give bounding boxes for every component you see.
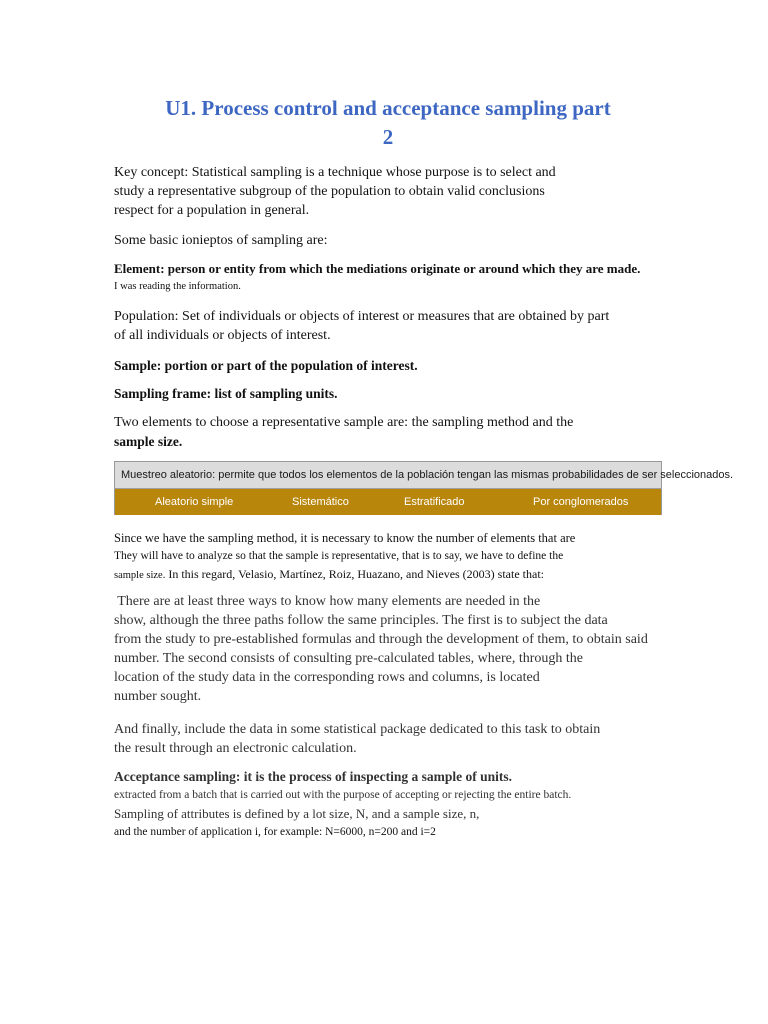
text-line: Since we have the sampling method, it is necessary to know the number of elements that are	[114, 531, 576, 545]
option-stratified: Estratificado	[404, 496, 465, 508]
text-line: and the number of application i, for example: N=6000, n=200 and i=2	[114, 826, 436, 838]
option-systematic: Sistemático	[292, 496, 349, 508]
option-simple-random: Aleatorio simple	[155, 496, 234, 508]
text-line: the result through an electronic calculation.	[114, 741, 357, 756]
text-line: Acceptance sampling: it is the process of inspecting a sample of units.	[114, 769, 512, 784]
text-line: Key concept: Statistical sampling is a technique whose purpose is to select and	[114, 165, 556, 180]
element-definition	[114, 259, 714, 295]
sample-definition	[114, 356, 714, 375]
text-line: number. The second consists of consulting pre-calculated tables, where, through the	[114, 651, 583, 666]
text-line: They will have to analyze so that the sample is representative, that is to say, we have to define the	[114, 550, 564, 562]
text-line: Some basic ionieptos of sampling are:	[114, 233, 328, 248]
text-fragment: In this regard, Velasio, Martínez, Roiz, Huazano, and Nieves (2003) state that:	[165, 567, 544, 581]
key-concept-paragraph	[114, 163, 714, 220]
text-line: respect for a population in general.	[114, 203, 310, 218]
text-line: Sampling of attributes is defined by a lot size, N, and a sample size, n,	[114, 806, 480, 821]
quote-paragraph	[114, 592, 714, 706]
basic-concepts-paragraph	[114, 231, 714, 250]
sampling-frame-definition	[114, 384, 714, 403]
text-line: Two elements to choose a representative sample are: the sampling method and the	[114, 415, 574, 430]
since-paragraph	[114, 530, 714, 585]
text-line: And finally, include the data in some statistical package dedicated to this task to obtain	[114, 722, 601, 737]
text-line: from the study to pre-established formulas and through the development of them, to obtain said	[114, 632, 648, 647]
text-line: sample size.	[114, 434, 183, 449]
text-line: of all individuals or objects of interest.	[114, 328, 331, 343]
text-line: extracted from a batch that is carried out with the purpose of accepting or rejecting the entire batch.	[114, 789, 572, 801]
banner-description: Muestreo aleatorio: permite que todos los elementos de la población tengan las mismas probabilidades de ser seleccionados.	[115, 462, 661, 489]
text-line: There are at least three ways to know how many elements are needed in the	[114, 594, 541, 609]
text-line: Population: Set of individuals or objects of interest or measures that are obtained by part	[114, 309, 610, 324]
population-definition	[114, 307, 714, 345]
option-cluster: Por conglomerados	[533, 496, 629, 508]
text-line: Sampling frame: list of sampling units.	[114, 386, 338, 401]
sample-size-term: sample size.	[114, 570, 166, 581]
page-title	[100, 94, 676, 152]
text-line: Element: person or entity from which the mediations originate or around which they are made.	[114, 261, 641, 276]
banner-options-bar	[115, 489, 661, 515]
finally-paragraph	[114, 720, 714, 758]
title-line-2: 2	[382, 125, 394, 149]
text-line: number sought.	[114, 689, 202, 704]
acceptance-sampling-paragraph	[114, 767, 714, 841]
title-line-1: U1. Process control and acceptance sampling part	[165, 96, 611, 120]
text-line: Sample: portion or part of the population of interest.	[114, 358, 418, 373]
text-line	[114, 565, 714, 585]
two-elements-paragraph	[114, 413, 714, 451]
text-line: location of the study data in the corresponding rows and columns, is located	[114, 670, 540, 685]
text-line: I was reading the information.	[114, 281, 241, 292]
text-line: study a representative subgroup of the population to obtain valid conclusions	[114, 184, 545, 199]
sampling-methods-banner	[114, 461, 734, 515]
text-line: show, although the three paths follow the same principles. The first is to subject the data	[114, 613, 608, 628]
